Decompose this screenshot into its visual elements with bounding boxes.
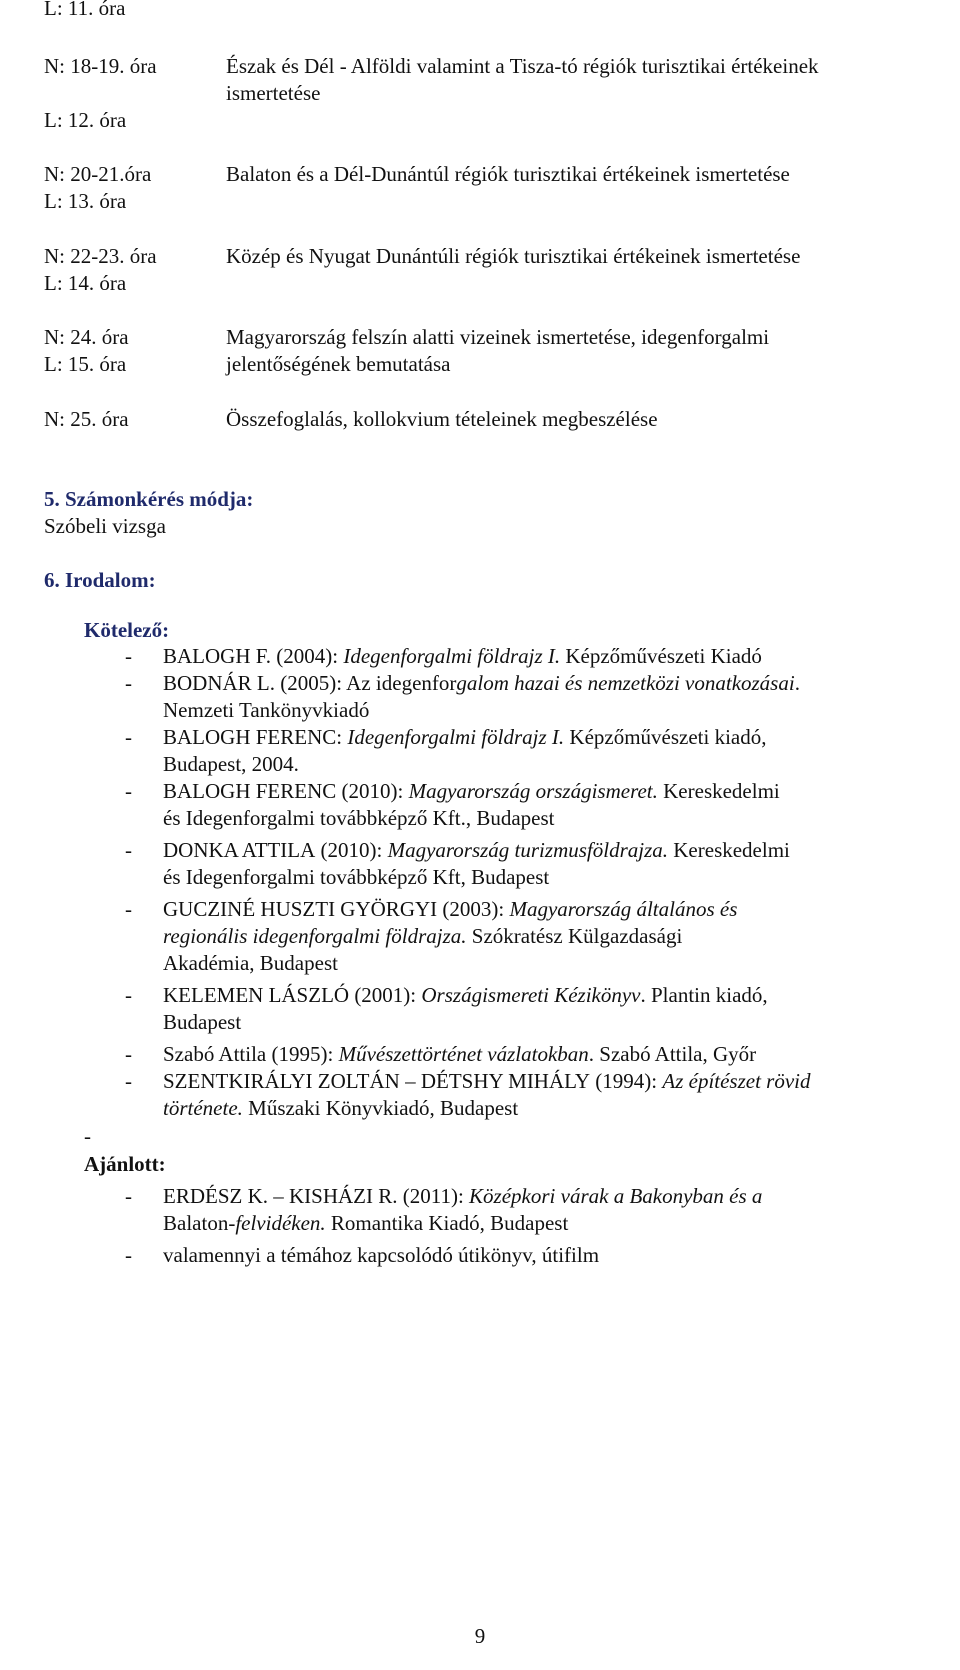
schedule-row2-left-a: N: 20-21.óra xyxy=(44,162,152,186)
reference-publisher: Műszaki Könyvkiadó, Budapest xyxy=(242,1096,519,1120)
page-number: 9 xyxy=(474,1624,486,1648)
section5-text: Szóbeli vizsga xyxy=(44,514,166,538)
reference-title: Magyarország országismeret. xyxy=(408,779,658,803)
schedule-row4-left-b: L: 15. óra xyxy=(44,352,127,376)
reference-line: valamennyi a témához kapcsolódó útikönyv, útifilm xyxy=(163,1243,600,1267)
reference-line xyxy=(163,642,762,670)
reference-publisher: Képzőművészeti kiadó, xyxy=(564,725,767,749)
reference-title-cont: története. xyxy=(163,1096,243,1120)
reference-author: ERDÉSZ K. – KISHÁZI R. xyxy=(163,1184,398,1208)
list-dash: - xyxy=(125,897,132,921)
reference-publisher-line2: és Idegenforgalmi továbbképző Kft, Budapest xyxy=(163,865,550,889)
reference-author: DONKA ATTILA xyxy=(163,838,316,862)
reference-line xyxy=(163,836,790,864)
reference-line xyxy=(163,1040,756,1068)
schedule-row4-left-a: N: 24. óra xyxy=(44,325,129,349)
reference-line2 xyxy=(163,1209,568,1237)
list-dash: - xyxy=(125,779,132,803)
reference-year: (1995): xyxy=(266,1042,339,1066)
reference-publisher: Képzőművészeti Kiadó xyxy=(560,644,762,668)
reference-title-prefix: Balaton- xyxy=(163,1211,236,1235)
reference-line2 xyxy=(163,922,682,950)
list-dash: - xyxy=(125,983,132,1007)
reference-place: Akadémia, Budapest xyxy=(163,951,338,975)
recommended-heading: Ajánlott: xyxy=(84,1152,166,1176)
schedule-row1-right-b: ismertetése xyxy=(226,81,321,105)
schedule-row0-left: L: 11. óra xyxy=(44,0,126,20)
schedule-row4-right-b: jelentőségének bemutatása xyxy=(226,352,451,376)
reference-publisher: Kereskedelmi xyxy=(657,779,780,803)
reference-publisher: . Szabó Attila, Győr xyxy=(588,1042,757,1066)
reference-line xyxy=(163,981,768,1009)
reference-author: SZENTKIRÁLYI ZOLTÁN – DÉTSHY MIHÁLY xyxy=(163,1069,591,1093)
list-dash: - xyxy=(125,1243,132,1267)
schedule-row3-left-a: N: 22-23. óra xyxy=(44,244,157,268)
reference-line xyxy=(163,777,780,805)
reference-author: BALOGH FERENC xyxy=(163,725,337,749)
schedule-row1-right-a: Észak és Dél - Alföldi valamint a Tisza-tó régiók turisztikai értékeinek xyxy=(226,54,819,78)
reference-place: Budapest xyxy=(163,1010,242,1034)
reference-author: Szabó Attila xyxy=(163,1042,267,1066)
reference-author: BALOGH F. xyxy=(163,644,271,668)
reference-publisher: Nemzeti Tankönyvkiadó xyxy=(163,698,370,722)
list-dash: - xyxy=(125,1184,132,1208)
schedule-row3-left-b: L: 14. óra xyxy=(44,271,127,295)
reference-year: (2001): xyxy=(349,983,422,1007)
reference-title: Idegenforgalmi földrajz I. xyxy=(347,725,565,749)
reference-title: Művészettörténet vázlatokban xyxy=(338,1042,589,1066)
schedule-row5-right: Összefoglalás, kollokvium tételeinek megbeszélése xyxy=(226,407,658,431)
list-dash: - xyxy=(125,1042,132,1066)
reference-publisher: Szókratész Külgazdasági xyxy=(466,924,683,948)
reference-title: Magyarország turizmusföldrajza. xyxy=(387,838,669,862)
reference-year: (1994): xyxy=(590,1069,663,1093)
reference-publisher: . Plantin kiadó, xyxy=(640,983,768,1007)
reference-place: Budapest, 2004. xyxy=(163,752,299,776)
reference-year: : xyxy=(336,725,348,749)
reference-publisher: Kereskedelmi xyxy=(668,838,790,862)
reference-author: GUCZINÉ HUSZTI GYÖRGYI xyxy=(163,897,438,921)
trailing-dash: - xyxy=(84,1124,91,1148)
reference-author: BODNÁR L. xyxy=(163,671,276,695)
section6-heading: 6. Irodalom: xyxy=(44,568,156,592)
reference-line xyxy=(163,895,737,923)
schedule-row2-left-b: L: 13. óra xyxy=(44,189,127,213)
reference-line xyxy=(163,1067,811,1095)
reference-author: KELEMEN LÁSZLÓ xyxy=(163,983,350,1007)
reference-title-cont: regionális idegenforgalmi földrajza. xyxy=(163,924,467,948)
schedule-row1-left-a: N: 18-19. óra xyxy=(44,54,157,78)
reference-year: (2011): xyxy=(397,1184,470,1208)
reference-title: Magyarország általános és xyxy=(509,897,738,921)
reference-title-cont: felvidéken. xyxy=(235,1211,326,1235)
reference-line xyxy=(163,723,767,751)
reference-punct: . xyxy=(794,671,800,695)
list-dash: - xyxy=(125,644,132,668)
reference-title: Idegenforgalmi földrajz I. xyxy=(343,644,561,668)
reference-publisher: Romantika Kiadó, Budapest xyxy=(325,1211,569,1235)
reference-year: (2003): xyxy=(437,897,510,921)
list-dash: - xyxy=(125,671,132,695)
reference-title: Országismereti Kézikönyv xyxy=(421,983,641,1007)
reference-title: galom hazai és nemzetközi vonatkozásai xyxy=(456,671,795,695)
schedule-row4-right-a: Magyarország felszín alatti vizeinek ismertetése, idegenforgalmi xyxy=(226,325,770,349)
reference-publisher-line2: és Idegenforgalmi továbbképző Kft., Budapest xyxy=(163,806,555,830)
reference-line xyxy=(163,669,800,697)
reference-title: Az építészet rövid xyxy=(662,1069,811,1093)
mandatory-heading: Kötelező: xyxy=(84,618,170,642)
reference-year: (2010): xyxy=(315,838,388,862)
schedule-row1-left-b: L: 12. óra xyxy=(44,108,127,132)
list-dash: - xyxy=(125,1069,132,1093)
schedule-row3-right: Közép és Nyugat Dunántúli régiók turisztikai értékeinek ismertetése xyxy=(226,244,801,268)
list-dash: - xyxy=(125,725,132,749)
reference-title: Középkori várak a Bakonyban és a xyxy=(469,1184,763,1208)
list-dash: - xyxy=(125,838,132,862)
reference-line xyxy=(163,1182,762,1210)
schedule-row5-left: N: 25. óra xyxy=(44,407,129,431)
reference-year: (2004): xyxy=(271,644,344,668)
schedule-row2-right: Balaton és a Dél-Dunántúl régiók turisztikai értékeinek ismertetése xyxy=(226,162,790,186)
reference-line2 xyxy=(163,1094,518,1122)
reference-year: (2005): Az idegenfor xyxy=(275,671,457,695)
reference-year: (2010): xyxy=(336,779,409,803)
reference-author: BALOGH FERENC xyxy=(163,779,337,803)
section5-heading: 5. Számonkérés módja: xyxy=(44,487,254,511)
